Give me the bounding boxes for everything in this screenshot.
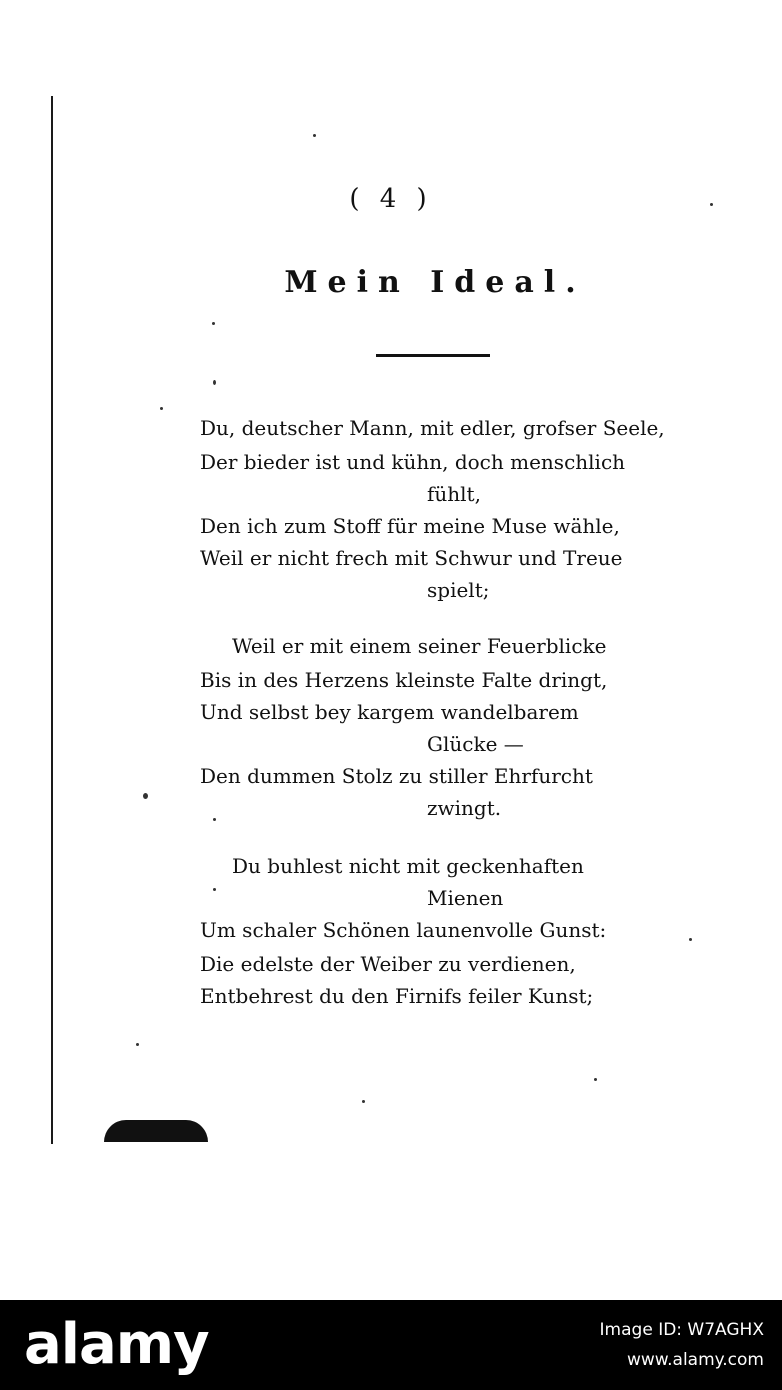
margin-line (51, 96, 53, 1144)
poem-line: Den dummen Stolz zu stiller Ehrfurcht (200, 764, 593, 788)
poem-line: Und selbst bey kargem wandelbarem (200, 700, 579, 724)
ink-speck (710, 203, 713, 206)
page-number: ( 4 ) (349, 184, 433, 214)
poem-line (200, 418, 665, 438)
ink-speck (213, 380, 216, 385)
poem-line: Die edelste der Weiber zu verdienen, (200, 952, 576, 976)
ink-speck (213, 888, 216, 891)
poem-line: Du buhlest nicht mit geckenhaften (232, 854, 584, 878)
poem-line: Um schaler Schönen launenvolle Gunst: (200, 918, 607, 942)
poem-line-text: Du, deutscher Mann, mit edler, grofser Seele, (200, 416, 665, 440)
poem-line-turnover: fühlt, (427, 482, 481, 506)
ink-speck (143, 793, 148, 799)
poem-line: Weil er nicht frech mit Schwur und Treue (200, 546, 623, 570)
poem-line-turnover: Glücke — (427, 732, 524, 756)
ink-speck (594, 1078, 597, 1081)
poem-line-turnover: zwingt. (427, 796, 502, 820)
poem-line: Entbehrest du den Firnifs feiler Kunst; (200, 984, 594, 1008)
ink-speck (689, 938, 692, 941)
ink-speck (160, 407, 163, 410)
ink-speck (362, 1100, 365, 1103)
ink-blot (104, 1120, 208, 1142)
poem-line-turnover: spielt; (427, 578, 490, 602)
poem-line: Bis in des Herzens kleinste Falte dringt, (200, 668, 608, 692)
ink-speck (136, 1043, 139, 1046)
ink-speck (313, 134, 316, 137)
poem-line: Weil er mit einem seiner Feuerblicke (232, 634, 607, 658)
title-rule (376, 354, 490, 357)
ink-speck (213, 818, 216, 821)
alamy-logo: alamy (24, 1312, 209, 1377)
ink-speck (212, 322, 215, 325)
poem-line: Den ich zum Stoff für meine Muse wähle, (200, 514, 620, 538)
image-id: Image ID: W7AGHX (599, 1320, 764, 1340)
poem-line: Der bieder ist und kühn, doch menschlich (200, 450, 626, 474)
watermark-url: www.alamy.com (626, 1350, 764, 1370)
poem-title: Mein Ideal. (284, 265, 586, 300)
poem-line-turnover: Mienen (427, 886, 504, 910)
